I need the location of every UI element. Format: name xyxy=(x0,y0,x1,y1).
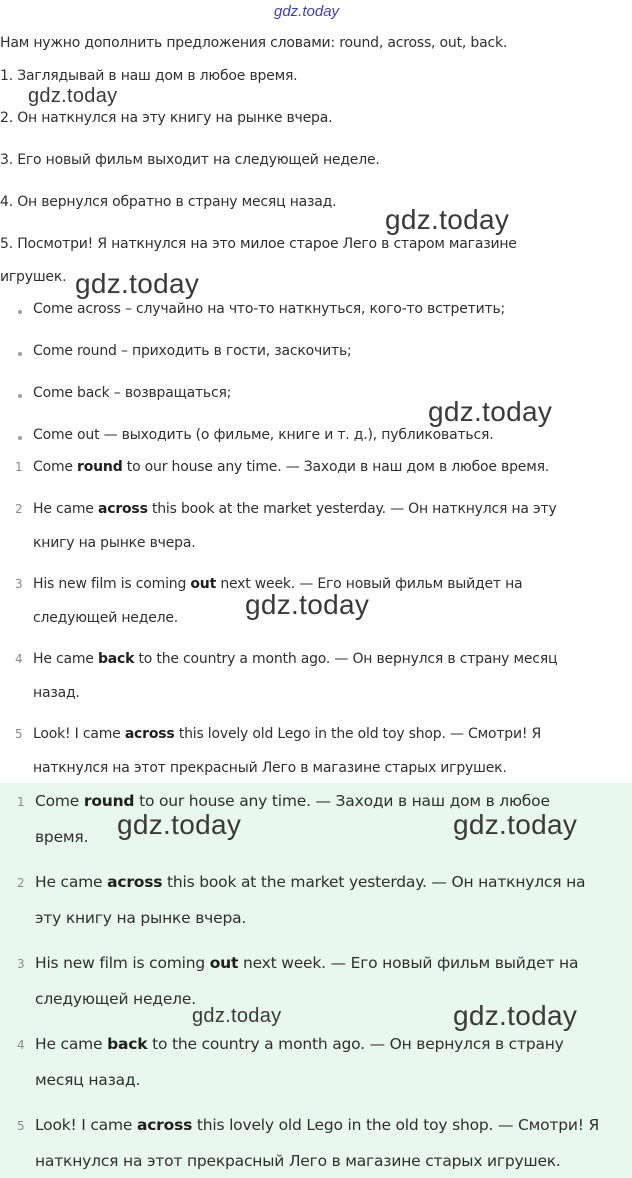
watermark: gdz.today xyxy=(75,268,200,299)
answer-line-continuation: наткнулся на этот прекрасный Лего в магазине старых игрушек. xyxy=(33,760,507,776)
bullet-icon xyxy=(18,394,22,398)
answer-line-continuation: время. xyxy=(35,828,89,846)
answer-line: His new film is coming out next week. — Его новый фильм выйдет на xyxy=(33,576,523,592)
list-item-number: 4 xyxy=(15,652,23,666)
watermark-top: gdz.today xyxy=(274,3,340,20)
list-item-number: 3 xyxy=(17,957,25,971)
bullet-icon xyxy=(18,310,22,314)
answer-line: He came across this book at the market yesterday. — Он наткнулся на эту xyxy=(33,501,557,517)
list-item-number: 1 xyxy=(15,460,23,474)
task-2: 2. Он наткнулся на эту книгу на рынке вчера. xyxy=(0,110,333,126)
watermark: gdz.today xyxy=(245,589,370,620)
answer-line-continuation: эту книгу на рынке вчера. xyxy=(35,909,247,927)
answer-line: Look! I came across this lovely old Lego in the old toy shop. — Смотри! Я xyxy=(33,726,542,742)
answer-line-continuation: книгу на рынке вчера. xyxy=(33,535,196,551)
task-5-continuation: игрушек. xyxy=(0,269,67,285)
list-item-number: 5 xyxy=(17,1119,25,1133)
watermark: gdz.today xyxy=(28,85,118,107)
watermark: gdz.today xyxy=(385,204,510,235)
list-item-number: 5 xyxy=(15,727,23,741)
answer-line: His new film is coming out next week. — Его новый фильм выйдет на xyxy=(35,954,579,972)
list-item-number: 2 xyxy=(17,876,25,890)
bullet-icon xyxy=(18,436,22,440)
definition-item: Come across – случайно на что-то наткнуться, кого-то встретить; xyxy=(33,301,506,317)
answer-line-continuation: наткнулся на этот прекрасный Лего в магазине старых игрушек. xyxy=(35,1152,561,1170)
list-item-number: 2 xyxy=(15,502,23,516)
watermark: gdz.today xyxy=(192,1005,282,1027)
answer-line: He came across this book at the market yesterday. — Он наткнулся на xyxy=(35,873,586,891)
answer-line: He came back to the country a month ago. — Он вернулся в страну xyxy=(35,1035,564,1053)
watermark: gdz.today xyxy=(428,396,553,427)
definition-item: Come back – возвращаться; xyxy=(33,385,232,401)
task-5: 5. Посмотри! Я наткнулся на это милое старое Лего в старом магазине xyxy=(0,236,517,252)
watermark: gdz.today xyxy=(117,809,242,840)
task-3: 3. Его новый фильм выходит на следующей неделе. xyxy=(0,152,380,168)
definition-item: Come round – приходить в гости, заскочить; xyxy=(33,343,352,359)
answer-line-continuation: следующей неделе. xyxy=(33,610,179,626)
watermark: gdz.today xyxy=(453,1000,578,1031)
answer-line-continuation: месяц назад. xyxy=(35,1071,141,1089)
answer-line: Come round to our house any time. — Заходи в наш дом в любое время. xyxy=(33,459,550,475)
list-item-number: 3 xyxy=(15,577,23,591)
definition-item: Come out — выходить (о фильме, книге и т. д.), публиковаться. xyxy=(33,427,494,443)
answer-line: Come round to our house any time. — Заходи в наш дом в любое xyxy=(35,792,550,810)
task-1: 1. Заглядывай в наш дом в любое время. xyxy=(0,68,298,84)
answer-line: He came back to the country a month ago. — Он вернулся в страну месяц xyxy=(33,651,558,667)
task-4: 4. Он вернулся обратно в страну месяц назад. xyxy=(0,194,337,210)
answer-line-continuation: назад. xyxy=(33,685,80,701)
watermark: gdz.today xyxy=(453,809,578,840)
list-item-number: 1 xyxy=(17,795,25,809)
intro-text: Нам нужно дополнить предложения словами: round, across, out, back. xyxy=(0,35,508,51)
bullet-icon xyxy=(18,352,22,356)
answer-line: Look! I came across this lovely old Lego in the old toy shop. — Смотри! Я xyxy=(35,1116,600,1134)
list-item-number: 4 xyxy=(17,1038,25,1052)
answer-line-continuation: следующей неделе. xyxy=(35,990,196,1008)
